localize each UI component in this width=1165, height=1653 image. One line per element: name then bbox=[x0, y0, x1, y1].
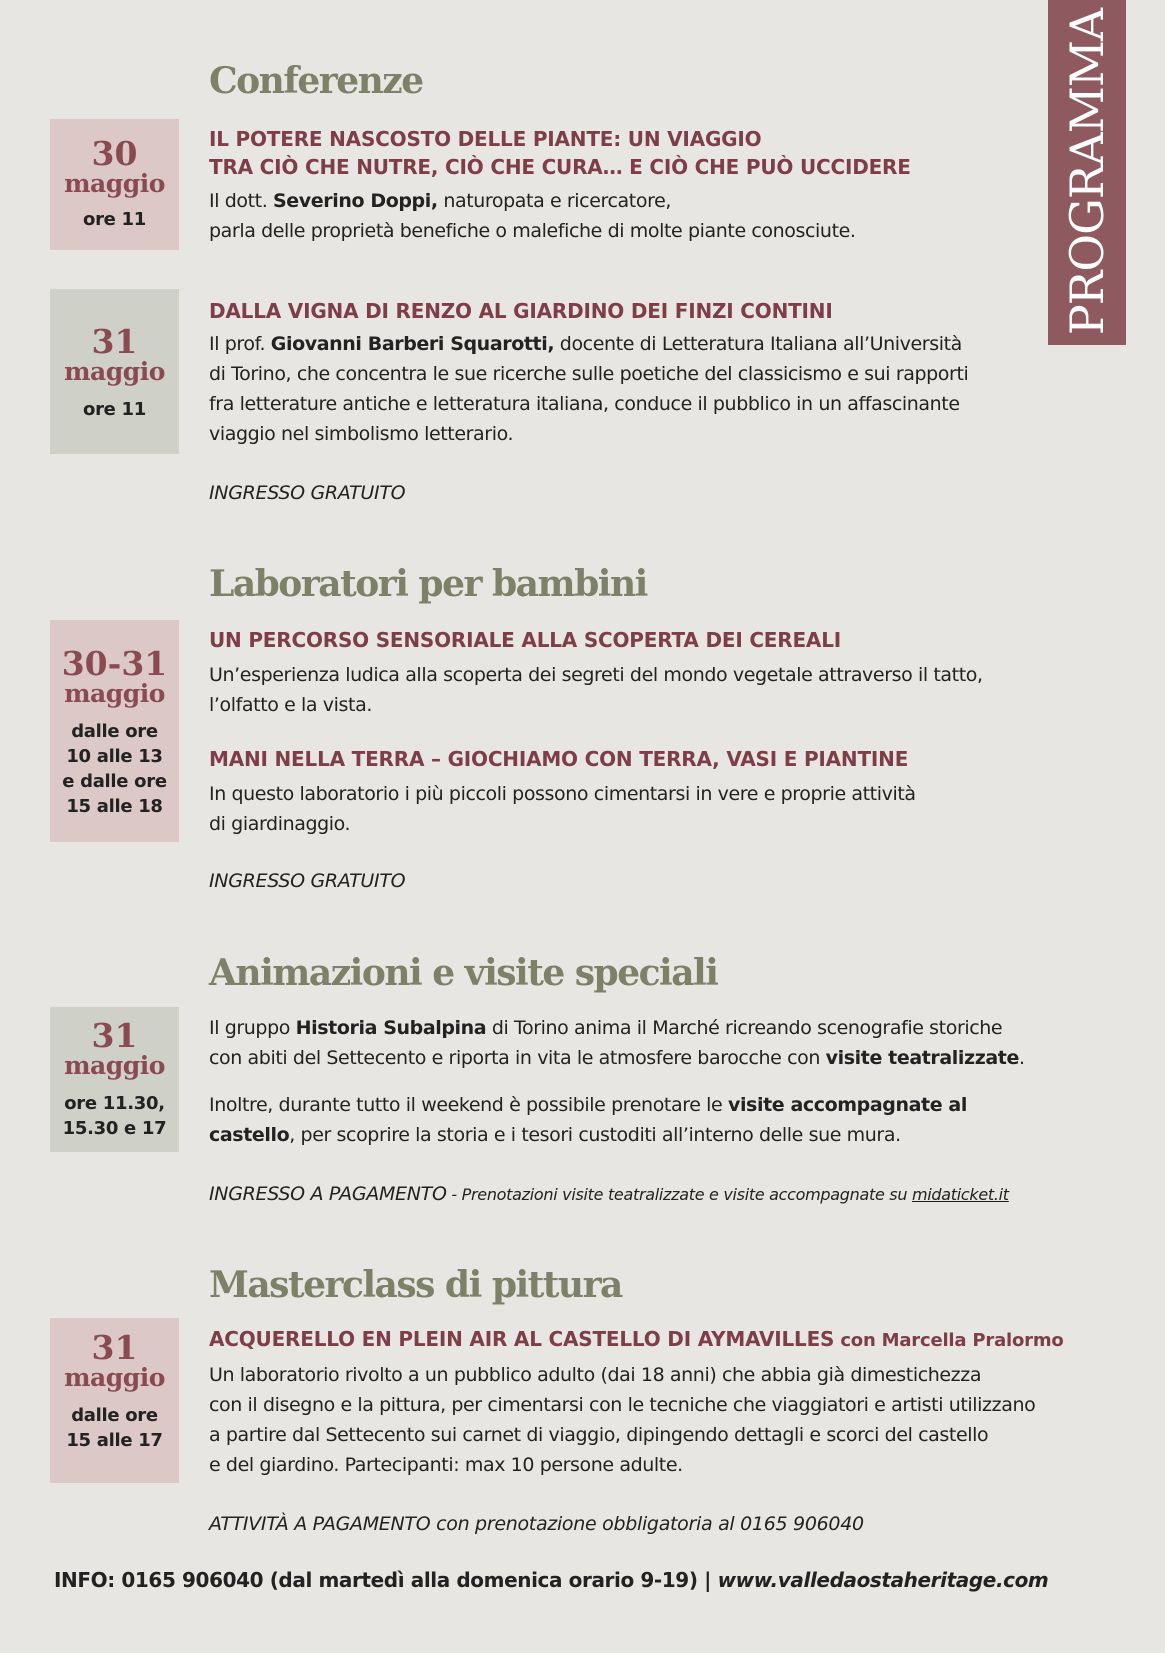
visite-teatralizzate-emphasis: visite teatralizzate bbox=[825, 1047, 1019, 1069]
programma-label: PROGRAMMA bbox=[1060, 8, 1114, 336]
date-day: 30 bbox=[91, 134, 138, 173]
event-title-conferenza-1: IL POTERE NASCOSTO DELLE PIANTE: UN VIAGGIO TRA CIÒ CHE NUTRE, CIÒ CHE CURA… E CIÒ CHE PUÒ UCCIDERE bbox=[209, 127, 911, 179]
date-month: maggio bbox=[64, 1051, 165, 1080]
date-time: dalle ore 15 alle 17 bbox=[66, 1405, 163, 1451]
footer-info: INFO: 0165 906040 (dal martedì alla domenica orario 9-19) | www.valledaostaheritage.com bbox=[54, 1568, 1049, 1592]
speaker-name: Severino Doppi, bbox=[273, 190, 438, 212]
section-heading-conferenze: Conferenze bbox=[209, 60, 423, 102]
visite-accompagnate-emphasis: visite accompagnate al bbox=[727, 1094, 967, 1116]
date-box-masterclass bbox=[50, 1318, 179, 1483]
castello-emphasis: castello bbox=[209, 1124, 290, 1146]
event-title-conferenza-2: DALLA VIGNA DI RENZO AL GIARDINO DEI FINZI CONTINI bbox=[209, 299, 833, 323]
activity-title-cereali: UN PERCORSO SENSORIALE ALLA SCOPERTA DEI CEREALI bbox=[209, 628, 841, 652]
animazioni-paragraph-2: Inoltre, durante tutto il weekend è possibile prenotare le visite accompagnate al castello, per scoprire la storia e i tesori custoditi all’interno delle sue mura. bbox=[209, 1094, 967, 1146]
date-time: ore 11 bbox=[83, 209, 146, 230]
group-name: Historia Subalpina bbox=[295, 1017, 487, 1039]
animazioni-paragraph-1: Il gruppo Historia Subalpina di Torino anima il Marché ricreando scenografie storiche con abiti del Settecento e riporta in vita le atmosfere barocche con visite teatralizzate. bbox=[209, 1017, 1025, 1069]
date-day: 31 bbox=[91, 1328, 138, 1367]
activity-description-cereali: Un’esperienza ludica alla scoperta dei segreti del mondo vegetale attraverso il tatto, l’olfatto e la vista. bbox=[209, 664, 983, 716]
event-description-conferenza-1: Il dott. Severino Doppi, naturopata e ricercatore, parla delle proprietà benefiche o malefiche di molte piante conosciute. bbox=[209, 190, 856, 242]
date-month: maggio bbox=[64, 357, 165, 386]
event-description-conferenza-2: Il prof. Giovanni Barberi Squarotti, docente di Letteratura Italiana all’Università di Torino, che concentra le sue ricerche sulle poetiche del classicismo e sui rapporti fra letterature antiche e letteratura italiana, conduce il pubblico in un affascinante viaggio nel simbolismo letterario. bbox=[209, 333, 969, 445]
activity-title-mani-nella-terra: MANI NELLA TERRA – GIOCHIAMO CON TERRA, VASI E PIANTINE bbox=[209, 747, 909, 771]
masterclass-title: ACQUERELLO EN PLEIN AIR AL CASTELLO DI AYMAVILLES con Marcella Pralormo bbox=[209, 1327, 1064, 1351]
date-month: maggio bbox=[64, 169, 165, 198]
ingresso-animazioni: INGRESSO A PAGAMENTO - Prenotazioni visite teatralizzate e visite accompagnate su midaticket.it bbox=[209, 1183, 1009, 1205]
date-month: maggio bbox=[64, 679, 165, 708]
programma-tab bbox=[1048, 0, 1126, 345]
masterclass-description: Un laboratorio rivolto a un pubblico adulto (dai 18 anni) che abbia già dimestichezza con il disegno e la pittura, per cimentarsi con le tecniche che viaggiatori e artisti utilizzano a partire dal Settecento sui carnet di viaggio, dipingendo dettagli e scorci del castello e del giardino. Partecipanti: max 10 persone adulte. bbox=[209, 1364, 1036, 1476]
masterclass-teacher: con Marcella Pralormo bbox=[834, 1330, 1064, 1351]
midaticket-link[interactable]: midaticket.it bbox=[911, 1185, 1009, 1204]
ingresso-conferenze: INGRESSO GRATUITO bbox=[209, 482, 406, 504]
date-time: ore 11 bbox=[83, 399, 146, 420]
attivita-a-pagamento: ATTIVITÀ A PAGAMENTO con prenotazione obbligatoria al 0165 906040 bbox=[209, 1513, 864, 1535]
date-box-laboratori bbox=[50, 620, 179, 842]
speaker-name: Giovanni Barberi Squarotti, bbox=[270, 333, 555, 355]
section-heading-animazioni: Animazioni e visite speciali bbox=[209, 952, 718, 994]
date-box-conferenza-1 bbox=[50, 119, 179, 250]
website-link[interactable]: www.valledaostaheritage.com bbox=[717, 1568, 1049, 1592]
section-heading-laboratori: Laboratori per bambini bbox=[209, 563, 647, 605]
date-box-animazioni bbox=[50, 1007, 179, 1152]
date-time: ore 11.30, 15.30 e 17 bbox=[62, 1093, 167, 1139]
date-day: 31 bbox=[91, 322, 138, 361]
section-heading-masterclass: Masterclass di pittura bbox=[209, 1264, 622, 1306]
ingresso-laboratori: INGRESSO GRATUITO bbox=[209, 870, 406, 892]
activity-description-mani-nella-terra: In questo laboratorio i più piccoli possono cimentarsi in vere e proprie attività di giardinaggio. bbox=[209, 783, 916, 835]
date-day: 31 bbox=[91, 1016, 138, 1055]
date-box-conferenza-2 bbox=[50, 289, 179, 454]
date-day: 30-31 bbox=[61, 644, 168, 683]
date-time: dalle ore 10 alle 13 e dalle ore 15 alle 18 bbox=[62, 721, 167, 817]
date-month: maggio bbox=[64, 1363, 165, 1392]
